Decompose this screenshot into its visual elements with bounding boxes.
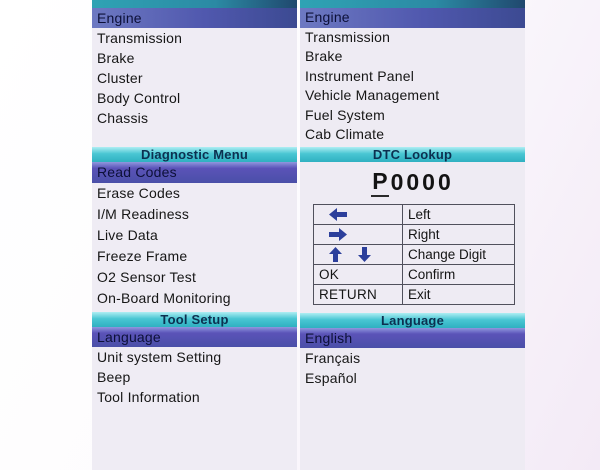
- arrow-up-icon: [329, 247, 342, 262]
- menu-item[interactable]: [92, 327, 297, 347]
- dtc-code-prefix: P: [371, 168, 388, 197]
- language-menu: [300, 328, 525, 388]
- menu-item[interactable]: [92, 367, 297, 387]
- menu-item-label: I/M Readiness: [97, 206, 190, 222]
- legend-action-cell: Left: [403, 204, 515, 224]
- menu-item[interactable]: [92, 347, 297, 367]
- section-header-language: Language: [300, 313, 525, 328]
- legend-key-cell: [314, 284, 403, 304]
- menu-item-label: Vehicle Management: [305, 87, 440, 103]
- menu-item-label: Instrument Panel: [305, 67, 415, 84]
- menu-item[interactable]: [300, 47, 525, 67]
- menu-item[interactable]: [300, 328, 525, 348]
- menu-item[interactable]: [92, 48, 297, 68]
- dtc-code-digits: 0000: [390, 169, 454, 195]
- legend-key-cell: [314, 244, 403, 264]
- menu-item[interactable]: [92, 204, 297, 225]
- menu-item[interactable]: [92, 108, 297, 128]
- return-key-label: RETURN: [319, 286, 378, 302]
- menu-item-label: Erase Codes: [97, 185, 181, 201]
- arrow-down-icon: [358, 247, 371, 262]
- menu-item[interactable]: [300, 125, 525, 145]
- legend-row-ok: [314, 264, 515, 284]
- legend-action-cell: Exit: [403, 284, 515, 304]
- system-menu-right: [300, 8, 525, 145]
- menu-item-label: Chassis: [97, 110, 149, 126]
- spacer: [92, 128, 297, 147]
- menu-item-label: Cab Climate: [305, 126, 385, 142]
- menu-item[interactable]: [300, 8, 525, 28]
- menu-item-label: Brake: [97, 50, 135, 66]
- left-header-strip: [92, 0, 297, 8]
- menu-item[interactable]: [92, 8, 297, 28]
- menu-item[interactable]: [300, 348, 525, 368]
- menu-item[interactable]: [92, 88, 297, 108]
- menu-item-label: Transmission: [97, 30, 183, 46]
- menu-item[interactable]: [300, 368, 525, 388]
- tool-setup-menu: [92, 327, 297, 407]
- arrow-left-icon: [329, 208, 347, 221]
- system-menu-left: [92, 8, 297, 128]
- menu-item[interactable]: [92, 288, 297, 309]
- menu-item-label: Unit system Setting: [97, 349, 222, 365]
- legend-action-cell: Change Digit: [403, 244, 515, 264]
- menu-item-label: Français: [305, 349, 361, 366]
- right-screen-panel: [300, 0, 525, 470]
- menu-item-label: On-Board Monitoring: [97, 290, 231, 306]
- menu-item[interactable]: [300, 67, 525, 87]
- menu-item[interactable]: [92, 162, 297, 183]
- menu-item-label: Español: [305, 369, 357, 386]
- menu-item[interactable]: [92, 68, 297, 88]
- diagnostic-menu: [92, 162, 297, 309]
- menu-item[interactable]: [300, 86, 525, 106]
- menu-item-label: Engine: [97, 10, 142, 26]
- legend-row-change-digit: [314, 244, 515, 264]
- dtc-code-display[interactable]: [300, 162, 525, 204]
- legend-row-return: [314, 284, 515, 304]
- section-header-dtc-lookup: DTC Lookup: [300, 147, 525, 162]
- right-header-strip: [300, 0, 525, 8]
- legend-row-left: [314, 204, 515, 224]
- menu-item-label: O2 Sensor Test: [97, 269, 197, 285]
- left-screen-panel: [92, 0, 297, 470]
- menu-item[interactable]: [92, 225, 297, 246]
- menu-item[interactable]: [92, 183, 297, 204]
- menu-item-label: Engine: [305, 9, 350, 25]
- legend-key-cell: [314, 204, 403, 224]
- legend-key-cell: [314, 224, 403, 244]
- menu-item-label: English: [305, 329, 353, 346]
- menu-item-label: Language: [97, 329, 161, 345]
- menu-item[interactable]: [92, 387, 297, 407]
- menu-item-label: Beep: [97, 369, 131, 385]
- menu-item[interactable]: [92, 246, 297, 267]
- menu-item[interactable]: [300, 28, 525, 48]
- menu-item-label: Transmission: [305, 28, 391, 45]
- menu-item[interactable]: [92, 267, 297, 288]
- arrow-right-icon: [329, 228, 347, 241]
- menu-item[interactable]: [300, 106, 525, 126]
- spacer: [300, 305, 525, 313]
- dtc-key-legend-table: [313, 204, 515, 305]
- legend-row-right: [314, 224, 515, 244]
- menu-item-label: Fuel System: [305, 106, 385, 123]
- menu-item-label: Cluster: [97, 70, 143, 86]
- legend-action-cell: Right: [403, 224, 515, 244]
- legend-action-cell: Confirm: [403, 264, 515, 284]
- legend-key-cell: [314, 264, 403, 284]
- menu-item[interactable]: [92, 28, 297, 48]
- menu-item-label: Tool Information: [97, 389, 200, 405]
- menu-item-label: Freeze Frame: [97, 248, 188, 264]
- menu-item-label: Read Codes: [97, 164, 177, 180]
- menu-item-label: Body Control: [97, 90, 181, 106]
- menu-item-label: Live Data: [97, 227, 158, 243]
- ok-key-label: OK: [319, 266, 340, 282]
- section-header-diagnostic-menu: Diagnostic Menu: [92, 147, 297, 162]
- menu-item-label: Brake: [305, 48, 343, 64]
- section-header-tool-setup: Tool Setup: [92, 312, 297, 327]
